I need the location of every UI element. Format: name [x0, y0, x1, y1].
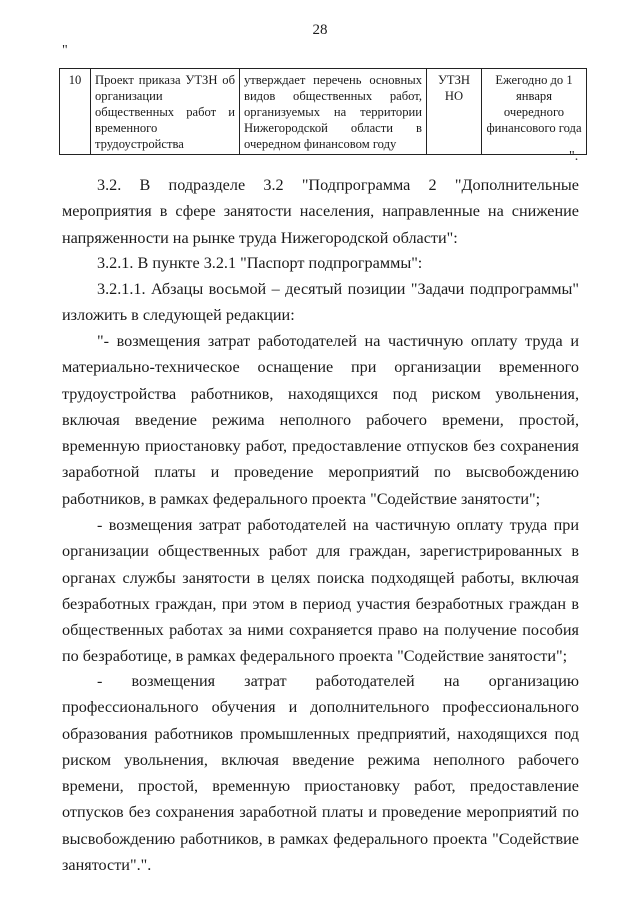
opening-quote: ": [62, 43, 68, 58]
closing-quote: ".: [569, 149, 579, 164]
paragraph-task-temporary-employment: "- возмещения затрат работодателей на частичную оплату труда и материально-техническое оснащение при организации временного трудоустройства работников, находящихся под риском увольнения, включая введение режима неполного рабочего времени, простой, временную приостановку работ, предоставление отпусков без сохранения заработной платы и проведение мероприятий по высвобождению работников, в рамках федерального проекта "Содействие занятости";: [62, 332, 579, 508]
paragraph-item-3-2-1: 3.2.1. В пункте 3.2.1 "Паспорт подпрограммы":: [97, 254, 423, 272]
paragraph-subsection-3-2: 3.2. В подразделе 3.2 "Подпрограмма 2 "Дополнительные мероприятия в сфере занятости населения, направленные на снижение напряженности на рынке труда Нижегородской области":: [62, 176, 579, 247]
paragraph-task-professional-training: - возмещения затрат работодателей на организацию профессионального обучения и дополнительного профессионального образования работников промышленных предприятий, находящихся под риском увольнения, включая введение режима неполного рабочего времени, простой, временную приостановку работ, предоставление отпусков без сохранения заработной платы и проведение мероприятий по высвобождению работников, в рамках федерального проекта "Содействие занятости".".: [62, 672, 579, 875]
page-number: 28: [312, 22, 328, 38]
paragraph-item-3-2-1-1: 3.2.1.1. Абзацы восьмой – десятый позиции "Задачи подпрограммы" изложить в следующей редакции:: [62, 280, 579, 325]
deadline-cell: Ежегодно до 1 января очередного финансового года: [482, 69, 587, 155]
activities-table: [59, 68, 587, 155]
activity-description-cell: утверждает перечень основных видов общественных работ, организуемых на территории Нижегородской области в очередном финансовом году: [240, 69, 427, 155]
row-number-cell: 10: [60, 69, 91, 155]
activity-name-cell: Проект приказа УТЗН об организации общественных работ и временного трудоустройства: [91, 69, 240, 155]
table-row: [60, 69, 587, 155]
executor-cell: УТЗН НО: [427, 69, 482, 155]
paragraph-task-public-works: - возмещения затрат работодателей на частичную оплату труда при организации общественных работ для граждан, зарегистрированных в органах службы занятости в целях поиска подходящей работы, включая безработных граждан, при этом в период участия безработных граждан в общественных работах за ними сохраняется право на получение пособия по безработице, в рамках федерального проекта "Содействие занятости";: [62, 516, 579, 666]
